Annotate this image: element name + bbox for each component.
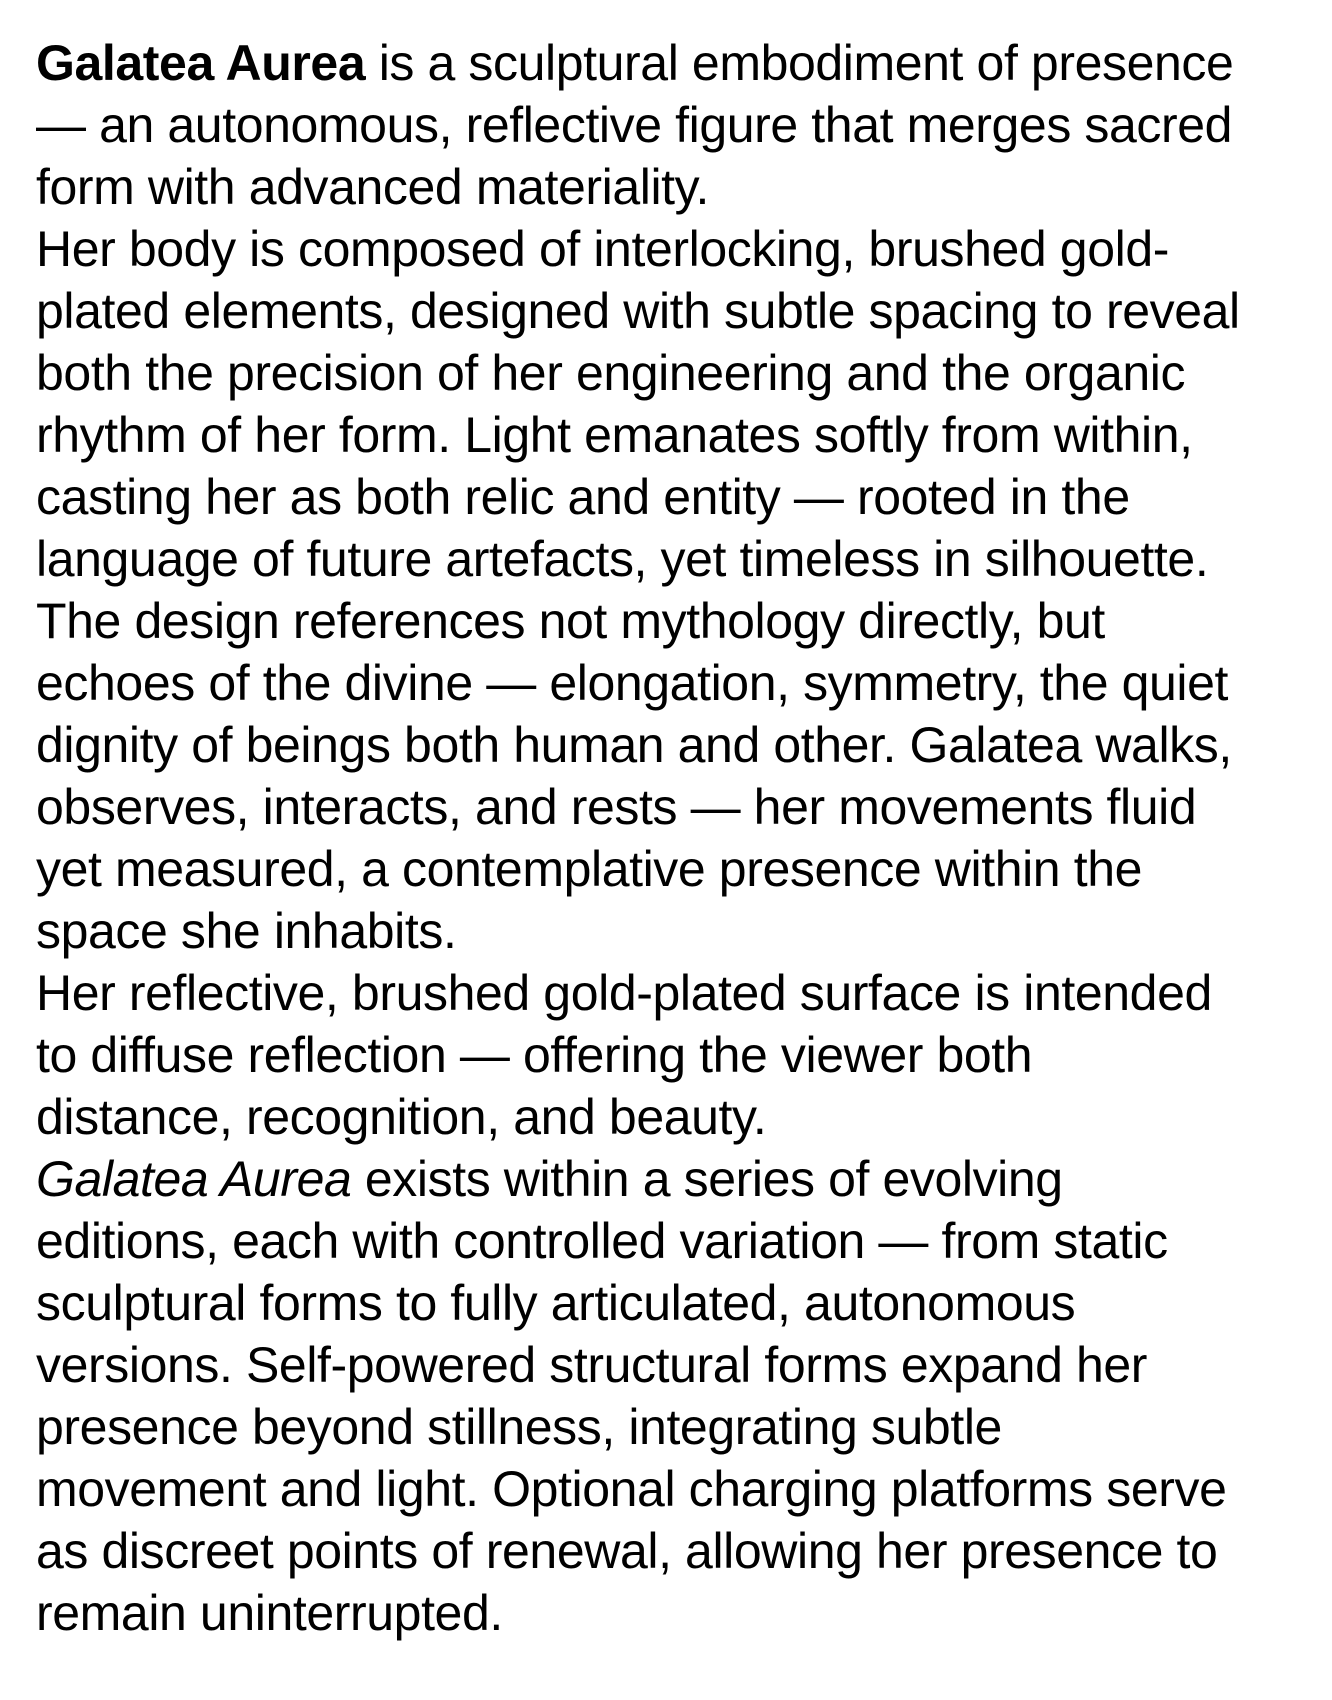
text-line: The design references not mythology directly, but	[36, 593, 1105, 649]
text-line: distance, recognition, and beauty.	[36, 1089, 767, 1145]
text-line: presence beyond stillness, integrating subtle	[36, 1399, 1002, 1455]
document-body	[36, 32, 1316, 1644]
text-line: editions, each with controlled variation — from static	[36, 1213, 1168, 1269]
text-line: both the precision of her engineering and the organic	[36, 345, 1186, 401]
text-line: echoes of the divine — elongation, symmetry, the quiet	[36, 655, 1229, 711]
text-line: observes, interacts, and rests — her movements fluid	[36, 779, 1197, 835]
text-segment: is a sculptural embodiment of presence	[365, 35, 1234, 91]
text-line: — an autonomous, reflective figure that merges sacred	[36, 97, 1233, 153]
text-line: to diffuse reflection — offering the viewer both	[36, 1027, 1033, 1083]
title-italic: Galatea Aurea	[36, 1151, 352, 1207]
paragraph-surface	[36, 962, 1316, 1148]
paragraph-intro	[36, 32, 1316, 218]
text-line: as discreet points of renewal, allowing her presence to	[36, 1523, 1218, 1579]
text-line: Her body is composed of interlocking, brushed gold-	[36, 221, 1169, 277]
text-line: movement and light. Optional charging platforms serve	[36, 1461, 1227, 1517]
text-line: dignity of beings both human and other. Galatea walks,	[36, 717, 1232, 773]
paragraph-design	[36, 590, 1316, 962]
text-line: Her reflective, brushed gold-plated surface is intended	[36, 965, 1212, 1021]
text-line: rhythm of her form. Light emanates softly from within,	[36, 407, 1193, 463]
text-line: space she inhabits.	[36, 903, 457, 959]
text-line: language of future artefacts, yet timeless in silhouette.	[36, 531, 1209, 587]
text-line: versions. Self-powered structural forms expand her	[36, 1337, 1148, 1393]
text-line: sculptural forms to fully articulated, autonomous	[36, 1275, 1076, 1331]
text-line: casting her as both relic and entity — rooted in the	[36, 469, 1130, 525]
text-line: remain uninterrupted.	[36, 1585, 503, 1641]
title-bold: Galatea Aurea	[36, 35, 366, 91]
text-line	[36, 1148, 1063, 1210]
text-line: plated elements, designed with subtle spacing to reveal	[36, 283, 1240, 339]
text-line: yet measured, a contemplative presence within the	[36, 841, 1143, 897]
text-line	[36, 32, 1233, 94]
text-segment: exists within a series of evolving	[351, 1151, 1063, 1207]
paragraph-body	[36, 218, 1316, 590]
paragraph-editions	[36, 1148, 1316, 1644]
text-line: form with advanced materiality.	[36, 159, 710, 215]
